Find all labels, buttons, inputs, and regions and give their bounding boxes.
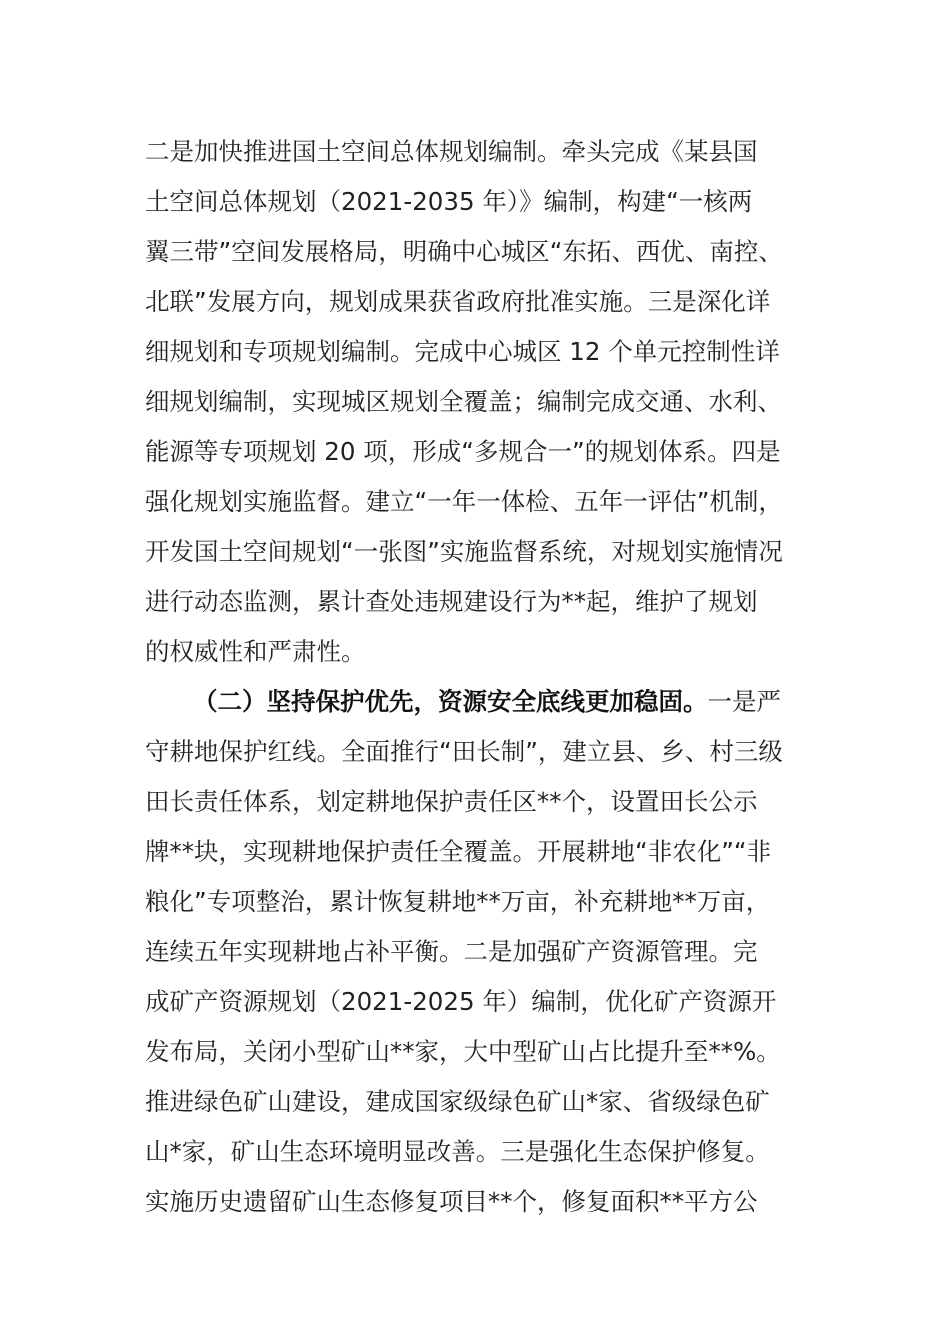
paragraph-line: 粮化”专项整治，累计恢复耕地**万亩，补充耕地**万亩， <box>145 887 771 916</box>
paragraph-line: 土空间总体规划（2021-2035 年）》编制，构建“一核两 <box>145 187 753 216</box>
paragraph-line: 守耕地保护红线。全面推行“田长制”，建立县、乡、村三级 <box>145 737 783 766</box>
paragraph-line: 实施历史遗留矿山生态修复项目**个，修复面积**平方公 <box>145 1187 758 1216</box>
paragraph-line: 北联”发展方向，规划成果获省政府批准实施。三是深化详 <box>145 287 771 316</box>
paragraph-line: 连续五年实现耕地占补平衡。二是加强矿产资源管理。完 <box>145 937 758 966</box>
paragraph-line: 山*家，矿山生态环境明显改善。三是强化生态保护修复。 <box>145 1137 770 1166</box>
paragraph-line: 的权威性和严肃性。 <box>145 637 366 666</box>
paragraph-line: 能源等专项规划 20 项，形成“多规合一”的规划体系。四是 <box>145 437 781 466</box>
paragraph-line: 进行动态监测，累计查处违规建设行为**起，维护了规划 <box>145 587 758 616</box>
paragraph-line: 田长责任体系，划定耕地保护责任区**个，设置田长公示 <box>145 787 758 816</box>
paragraph-line: 强化规划实施监督。建立“一年一体检、五年一评估”机制， <box>145 487 783 516</box>
section-heading: （二）坚持保护优先，资源安全底线更加稳固。 <box>193 687 708 716</box>
document-body <box>145 127 805 1227</box>
paragraph-line: 细规划和专项规划编制。完成中心城区 12 个单元控制性详 <box>145 337 780 366</box>
paragraph-line: 发布局，关闭小型矿山**家，大中型矿山占比提升至**%。 <box>145 1037 781 1066</box>
paragraph-line: 开发国土空间规划“一张图”实施监督系统，对规划实施情况 <box>145 537 783 566</box>
paragraph-line: 牌**块，实现耕地保护责任全覆盖。开展耕地“非农化”“非 <box>145 837 772 866</box>
paragraph-line: 成矿产资源规划（2021-2025 年）编制，优化矿产资源开 <box>145 987 777 1016</box>
section-first-line-text: 一是严 <box>707 687 781 716</box>
paragraph-line: 翼三带”空间发展格局，明确中心城区“东拓、西优、南控、 <box>145 237 783 266</box>
paragraph-line: 推进绿色矿山建设，建成国家级绿色矿山*家、省级绿色矿 <box>145 1087 770 1116</box>
paragraph-line: 细规划编制，实现城区规划全覆盖；编制完成交通、水利、 <box>145 387 782 416</box>
section-first-line <box>145 677 805 727</box>
paragraph-line: 二是加快推进国土空间总体规划编制。牵头完成《某县国 <box>145 137 758 166</box>
